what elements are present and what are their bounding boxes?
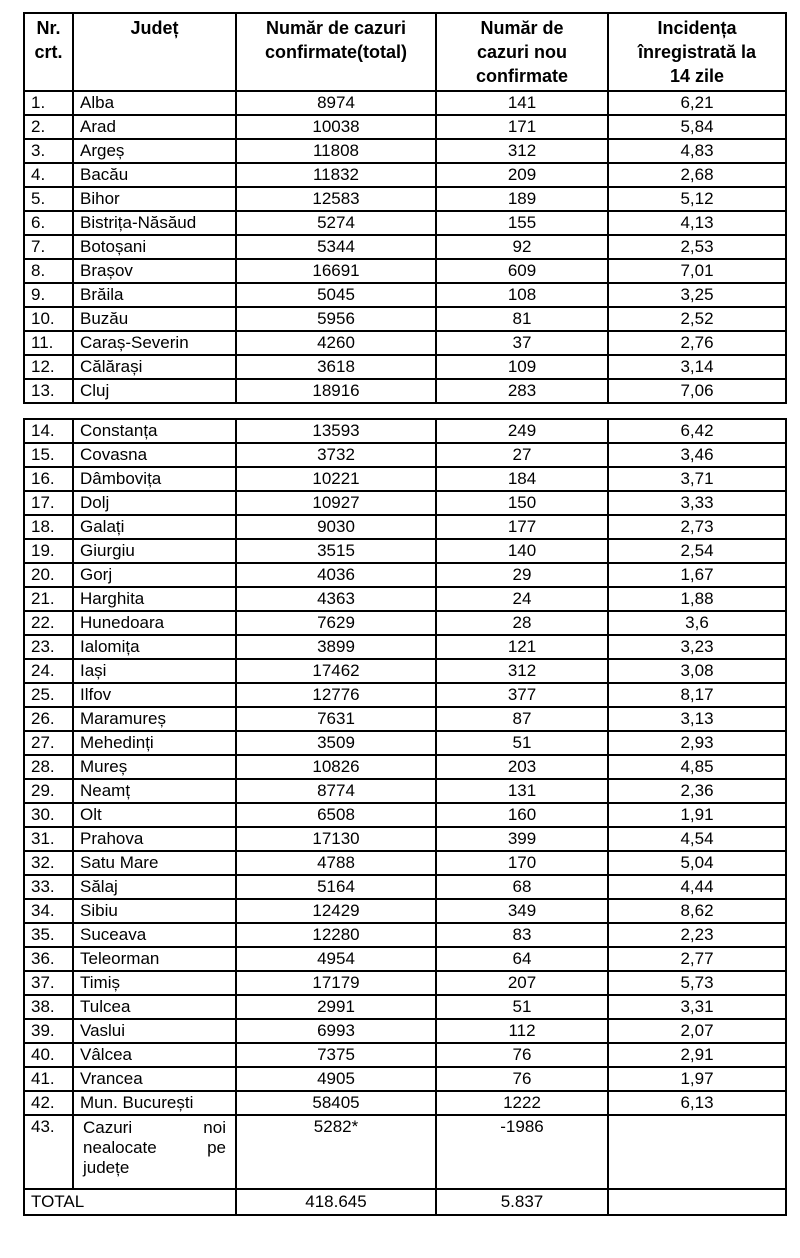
new-cases-cell: 51 xyxy=(436,731,608,755)
total-cases-cell: 5045 xyxy=(236,283,436,307)
total-cases-cell: 5164 xyxy=(236,875,436,899)
table-row xyxy=(24,899,786,923)
incidence-cell: 6,13 xyxy=(608,1091,786,1115)
new-cases-cell: 76 xyxy=(436,1067,608,1091)
new-cases-cell: 64 xyxy=(436,947,608,971)
row-number-cell: 5. xyxy=(24,187,73,211)
county-cell: Harghita xyxy=(73,587,236,611)
table-body-part-1 xyxy=(24,91,786,403)
county-cases-table-part-1 xyxy=(23,12,787,404)
new-cases-cell: 209 xyxy=(436,163,608,187)
total-cases-cell: 7629 xyxy=(236,611,436,635)
county-cell: Neamț xyxy=(73,779,236,803)
county-cell: Vrancea xyxy=(73,1067,236,1091)
table-row xyxy=(24,235,786,259)
new-cases-cell: 189 xyxy=(436,187,608,211)
table-row xyxy=(24,1043,786,1067)
county-cell: Hunedoara xyxy=(73,611,236,635)
total-cases-cell: 8974 xyxy=(236,91,436,115)
county-cell: Argeș xyxy=(73,139,236,163)
county-cell: Timiș xyxy=(73,971,236,995)
new-cases-cell: 140 xyxy=(436,539,608,563)
new-cases-cell: -1986 xyxy=(436,1115,608,1189)
row-number-cell: 3. xyxy=(24,139,73,163)
table-row xyxy=(24,283,786,307)
total-cases-cell: 10038 xyxy=(236,115,436,139)
incidence-cell: 1,88 xyxy=(608,587,786,611)
county-cases-table-part-2 xyxy=(23,418,787,1216)
table-row xyxy=(24,755,786,779)
row-number-cell: 4. xyxy=(24,163,73,187)
county-cell: Mureș xyxy=(73,755,236,779)
new-cases-cell: 131 xyxy=(436,779,608,803)
incidence-cell: 1,67 xyxy=(608,563,786,587)
new-cases-cell: 68 xyxy=(436,875,608,899)
table-row xyxy=(24,379,786,403)
incidence-cell: 4,83 xyxy=(608,139,786,163)
table-header xyxy=(24,13,786,91)
incidence-cell: 2,52 xyxy=(608,307,786,331)
row-number-cell: 29. xyxy=(24,779,73,803)
new-cases-cell: 28 xyxy=(436,611,608,635)
incidence-cell: 1,97 xyxy=(608,1067,786,1091)
total-cases-cell: 8774 xyxy=(236,779,436,803)
incidence-cell: 5,12 xyxy=(608,187,786,211)
total-cases-cell: 4260 xyxy=(236,331,436,355)
total-cases-cell: 3509 xyxy=(236,731,436,755)
county-cell: Buzău xyxy=(73,307,236,331)
total-incidence-cell xyxy=(608,1189,786,1215)
total-cases-cell: 7375 xyxy=(236,1043,436,1067)
table-row xyxy=(24,467,786,491)
new-cases-cell: 312 xyxy=(436,659,608,683)
row-number-cell: 18. xyxy=(24,515,73,539)
table-row xyxy=(24,875,786,899)
incidence-cell: 3,13 xyxy=(608,707,786,731)
row-number-cell: 11. xyxy=(24,331,73,355)
new-cases-cell: 609 xyxy=(436,259,608,283)
new-cases-cell: 112 xyxy=(436,1019,608,1043)
incidence-cell xyxy=(608,1115,786,1189)
county-cell: Vâlcea xyxy=(73,1043,236,1067)
county-cell: Satu Mare xyxy=(73,851,236,875)
incidence-cell: 8,17 xyxy=(608,683,786,707)
total-cases-cell: 13593 xyxy=(236,419,436,443)
total-cases-cell: 4036 xyxy=(236,563,436,587)
new-cases-cell: 121 xyxy=(436,635,608,659)
county-cell: Bihor xyxy=(73,187,236,211)
new-cases-cell: 27 xyxy=(436,443,608,467)
row-number-cell: 25. xyxy=(24,683,73,707)
row-number-cell: 22. xyxy=(24,611,73,635)
incidence-cell: 5,04 xyxy=(608,851,786,875)
new-cases-cell: 150 xyxy=(436,491,608,515)
incidence-cell: 4,85 xyxy=(608,755,786,779)
total-cases-cell: 17179 xyxy=(236,971,436,995)
incidence-cell: 3,31 xyxy=(608,995,786,1019)
table-row xyxy=(24,1115,786,1189)
total-new-cases-cell: 5.837 xyxy=(436,1189,608,1215)
incidence-cell: 8,62 xyxy=(608,899,786,923)
table-row xyxy=(24,635,786,659)
table-row xyxy=(24,139,786,163)
county-cell: Suceava xyxy=(73,923,236,947)
incidence-cell: 2,77 xyxy=(608,947,786,971)
row-number-cell: 41. xyxy=(24,1067,73,1091)
row-number-cell: 30. xyxy=(24,803,73,827)
row-number-cell: 24. xyxy=(24,659,73,683)
new-cases-cell: 184 xyxy=(436,467,608,491)
incidence-cell: 4,44 xyxy=(608,875,786,899)
row-number-cell: 10. xyxy=(24,307,73,331)
row-number-cell: 1. xyxy=(24,91,73,115)
incidence-cell: 3,71 xyxy=(608,467,786,491)
incidence-cell: 7,06 xyxy=(608,379,786,403)
table-row xyxy=(24,803,786,827)
total-cases-cell: 3899 xyxy=(236,635,436,659)
county-cell: Caraș-Severin xyxy=(73,331,236,355)
incidence-cell: 2,54 xyxy=(608,539,786,563)
new-cases-cell: 349 xyxy=(436,899,608,923)
total-cases-cell: 12583 xyxy=(236,187,436,211)
row-number-cell: 20. xyxy=(24,563,73,587)
header-new-cases: Număr de cazuri nou confirmate xyxy=(436,13,608,91)
table-row xyxy=(24,355,786,379)
new-cases-cell: 1222 xyxy=(436,1091,608,1115)
incidence-cell: 2,23 xyxy=(608,923,786,947)
table-gap xyxy=(23,404,785,418)
new-cases-cell: 177 xyxy=(436,515,608,539)
total-cases-cell: 4788 xyxy=(236,851,436,875)
total-cases-cell: 10221 xyxy=(236,467,436,491)
row-number-cell: 33. xyxy=(24,875,73,899)
row-number-cell: 23. xyxy=(24,635,73,659)
total-cases-cell: 418.645 xyxy=(236,1189,436,1215)
row-number-cell: 35. xyxy=(24,923,73,947)
table-row xyxy=(24,587,786,611)
total-label-cell: TOTAL xyxy=(24,1189,236,1215)
table-row xyxy=(24,187,786,211)
row-number-cell: 40. xyxy=(24,1043,73,1067)
county-cell: Iași xyxy=(73,659,236,683)
county-cell: Vaslui xyxy=(73,1019,236,1043)
incidence-cell: 5,84 xyxy=(608,115,786,139)
row-number-cell: 9. xyxy=(24,283,73,307)
table-row xyxy=(24,923,786,947)
county-cell: Tulcea xyxy=(73,995,236,1019)
row-number-cell: 32. xyxy=(24,851,73,875)
table-row xyxy=(24,1091,786,1115)
new-cases-cell: 141 xyxy=(436,91,608,115)
new-cases-cell: 24 xyxy=(436,587,608,611)
incidence-cell: 2,73 xyxy=(608,515,786,539)
total-cases-cell: 11808 xyxy=(236,139,436,163)
county-cell: Bacău xyxy=(73,163,236,187)
total-cases-cell: 9030 xyxy=(236,515,436,539)
total-cases-cell: 7631 xyxy=(236,707,436,731)
incidence-cell: 3,6 xyxy=(608,611,786,635)
table-row xyxy=(24,659,786,683)
row-number-cell: 8. xyxy=(24,259,73,283)
new-cases-cell: 399 xyxy=(436,827,608,851)
table-row xyxy=(24,827,786,851)
new-cases-cell: 108 xyxy=(436,283,608,307)
total-cases-cell: 4905 xyxy=(236,1067,436,1091)
new-cases-cell: 83 xyxy=(436,923,608,947)
row-number-cell: 7. xyxy=(24,235,73,259)
header-row-number: Nr. crt. xyxy=(24,13,73,91)
county-cell: Covasna xyxy=(73,443,236,467)
county-cell: Maramureș xyxy=(73,707,236,731)
incidence-cell: 6,21 xyxy=(608,91,786,115)
new-cases-cell: 171 xyxy=(436,115,608,139)
new-cases-cell: 377 xyxy=(436,683,608,707)
total-cases-cell: 17130 xyxy=(236,827,436,851)
table-row xyxy=(24,995,786,1019)
total-cases-cell: 5344 xyxy=(236,235,436,259)
row-number-cell: 42. xyxy=(24,1091,73,1115)
county-cell: Galați xyxy=(73,515,236,539)
county-cell: Ilfov xyxy=(73,683,236,707)
row-number-cell: 13. xyxy=(24,379,73,403)
total-cases-cell: 12776 xyxy=(236,683,436,707)
incidence-cell: 2,76 xyxy=(608,331,786,355)
total-cases-cell: 12429 xyxy=(236,899,436,923)
new-cases-cell: 29 xyxy=(436,563,608,587)
table-body-part-2 xyxy=(24,419,786,1189)
table-row xyxy=(24,491,786,515)
total-cases-cell: 5282* xyxy=(236,1115,436,1189)
table-row xyxy=(24,1067,786,1091)
table-row xyxy=(24,683,786,707)
row-number-cell: 37. xyxy=(24,971,73,995)
total-cases-cell: 16691 xyxy=(236,259,436,283)
new-cases-cell: 37 xyxy=(436,331,608,355)
total-cases-cell: 4954 xyxy=(236,947,436,971)
county-cell: Arad xyxy=(73,115,236,139)
incidence-cell: 3,25 xyxy=(608,283,786,307)
row-number-cell: 17. xyxy=(24,491,73,515)
row-number-cell: 21. xyxy=(24,587,73,611)
incidence-cell: 2,07 xyxy=(608,1019,786,1043)
table-row xyxy=(24,851,786,875)
new-cases-cell: 81 xyxy=(436,307,608,331)
table-row xyxy=(24,259,786,283)
incidence-cell: 2,36 xyxy=(608,779,786,803)
header-row xyxy=(24,13,786,91)
table-row xyxy=(24,707,786,731)
table-row xyxy=(24,611,786,635)
table-row xyxy=(24,515,786,539)
table-row xyxy=(24,419,786,443)
table-row xyxy=(24,331,786,355)
new-cases-cell: 249 xyxy=(436,419,608,443)
table-row xyxy=(24,1019,786,1043)
row-number-cell: 16. xyxy=(24,467,73,491)
row-number-cell: 26. xyxy=(24,707,73,731)
county-cell: Constanța xyxy=(73,419,236,443)
county-cell: Gorj xyxy=(73,563,236,587)
row-number-cell: 39. xyxy=(24,1019,73,1043)
incidence-cell: 3,14 xyxy=(608,355,786,379)
table-row xyxy=(24,163,786,187)
header-total-cases: Număr de cazuri confirmate(total) xyxy=(236,13,436,91)
county-cell: Cluj xyxy=(73,379,236,403)
incidence-cell: 2,53 xyxy=(608,235,786,259)
incidence-cell: 4,13 xyxy=(608,211,786,235)
incidence-cell: 3,33 xyxy=(608,491,786,515)
new-cases-cell: 155 xyxy=(436,211,608,235)
county-cell: Mun. București xyxy=(73,1091,236,1115)
county-cell: Olt xyxy=(73,803,236,827)
incidence-cell: 6,42 xyxy=(608,419,786,443)
county-cell: Bistrița-Năsăud xyxy=(73,211,236,235)
total-cases-cell: 3515 xyxy=(236,539,436,563)
new-cases-cell: 109 xyxy=(436,355,608,379)
total-cases-cell: 12280 xyxy=(236,923,436,947)
row-number-cell: 28. xyxy=(24,755,73,779)
table-row xyxy=(24,211,786,235)
incidence-cell: 7,01 xyxy=(608,259,786,283)
total-cases-cell: 3732 xyxy=(236,443,436,467)
incidence-cell: 2,91 xyxy=(608,1043,786,1067)
row-number-cell: 15. xyxy=(24,443,73,467)
table-row xyxy=(24,731,786,755)
table-row xyxy=(24,971,786,995)
table-row xyxy=(24,539,786,563)
county-cell: Botoșani xyxy=(73,235,236,259)
row-number-cell: 38. xyxy=(24,995,73,1019)
incidence-cell: 5,73 xyxy=(608,971,786,995)
total-cases-cell: 10826 xyxy=(236,755,436,779)
table-row xyxy=(24,443,786,467)
county-cell: Ialomița xyxy=(73,635,236,659)
table-row xyxy=(24,91,786,115)
row-number-cell: 36. xyxy=(24,947,73,971)
new-cases-cell: 76 xyxy=(436,1043,608,1067)
row-number-cell: 6. xyxy=(24,211,73,235)
new-cases-cell: 312 xyxy=(436,139,608,163)
total-row xyxy=(24,1189,786,1215)
table-row xyxy=(24,779,786,803)
county-cell: Cazuri noi nealocate pe județe xyxy=(73,1115,236,1189)
total-cases-cell: 58405 xyxy=(236,1091,436,1115)
table-row xyxy=(24,947,786,971)
incidence-cell: 2,68 xyxy=(608,163,786,187)
total-cases-cell: 11832 xyxy=(236,163,436,187)
new-cases-cell: 170 xyxy=(436,851,608,875)
incidence-cell: 4,54 xyxy=(608,827,786,851)
total-cases-cell: 10927 xyxy=(236,491,436,515)
county-cell: Teleorman xyxy=(73,947,236,971)
incidence-cell: 2,93 xyxy=(608,731,786,755)
county-cell: Brăila xyxy=(73,283,236,307)
row-number-cell: 34. xyxy=(24,899,73,923)
county-cell: Giurgiu xyxy=(73,539,236,563)
row-number-cell: 19. xyxy=(24,539,73,563)
county-cell: Alba xyxy=(73,91,236,115)
total-cases-cell: 3618 xyxy=(236,355,436,379)
new-cases-cell: 207 xyxy=(436,971,608,995)
county-cell: Sibiu xyxy=(73,899,236,923)
header-county: Județ xyxy=(73,13,236,91)
county-cell: Călărași xyxy=(73,355,236,379)
row-number-cell: 12. xyxy=(24,355,73,379)
county-cell: Dolj xyxy=(73,491,236,515)
incidence-cell: 1,91 xyxy=(608,803,786,827)
total-cases-cell: 6508 xyxy=(236,803,436,827)
row-number-cell: 43. xyxy=(24,1115,73,1189)
total-cases-cell: 17462 xyxy=(236,659,436,683)
row-number-cell: 27. xyxy=(24,731,73,755)
table-row xyxy=(24,307,786,331)
new-cases-cell: 160 xyxy=(436,803,608,827)
total-cases-cell: 2991 xyxy=(236,995,436,1019)
new-cases-cell: 51 xyxy=(436,995,608,1019)
table-row xyxy=(24,115,786,139)
county-cell: Brașov xyxy=(73,259,236,283)
incidence-cell: 3,08 xyxy=(608,659,786,683)
total-cases-cell: 5956 xyxy=(236,307,436,331)
incidence-cell: 3,23 xyxy=(608,635,786,659)
new-cases-cell: 92 xyxy=(436,235,608,259)
county-cell: Prahova xyxy=(73,827,236,851)
row-number-cell: 14. xyxy=(24,419,73,443)
total-cases-cell: 6993 xyxy=(236,1019,436,1043)
new-cases-cell: 203 xyxy=(436,755,608,779)
new-cases-cell: 283 xyxy=(436,379,608,403)
total-cases-cell: 18916 xyxy=(236,379,436,403)
incidence-cell: 3,46 xyxy=(608,443,786,467)
total-cases-cell: 5274 xyxy=(236,211,436,235)
new-cases-cell: 87 xyxy=(436,707,608,731)
table-footer xyxy=(24,1189,786,1215)
total-cases-cell: 4363 xyxy=(236,587,436,611)
row-number-cell: 31. xyxy=(24,827,73,851)
county-cell: Sălaj xyxy=(73,875,236,899)
table-row xyxy=(24,563,786,587)
header-incidence: Incidența înregistrată la 14 zile xyxy=(608,13,786,91)
row-number-cell: 2. xyxy=(24,115,73,139)
county-cell: Mehedinți xyxy=(73,731,236,755)
county-cell: Dâmbovița xyxy=(73,467,236,491)
